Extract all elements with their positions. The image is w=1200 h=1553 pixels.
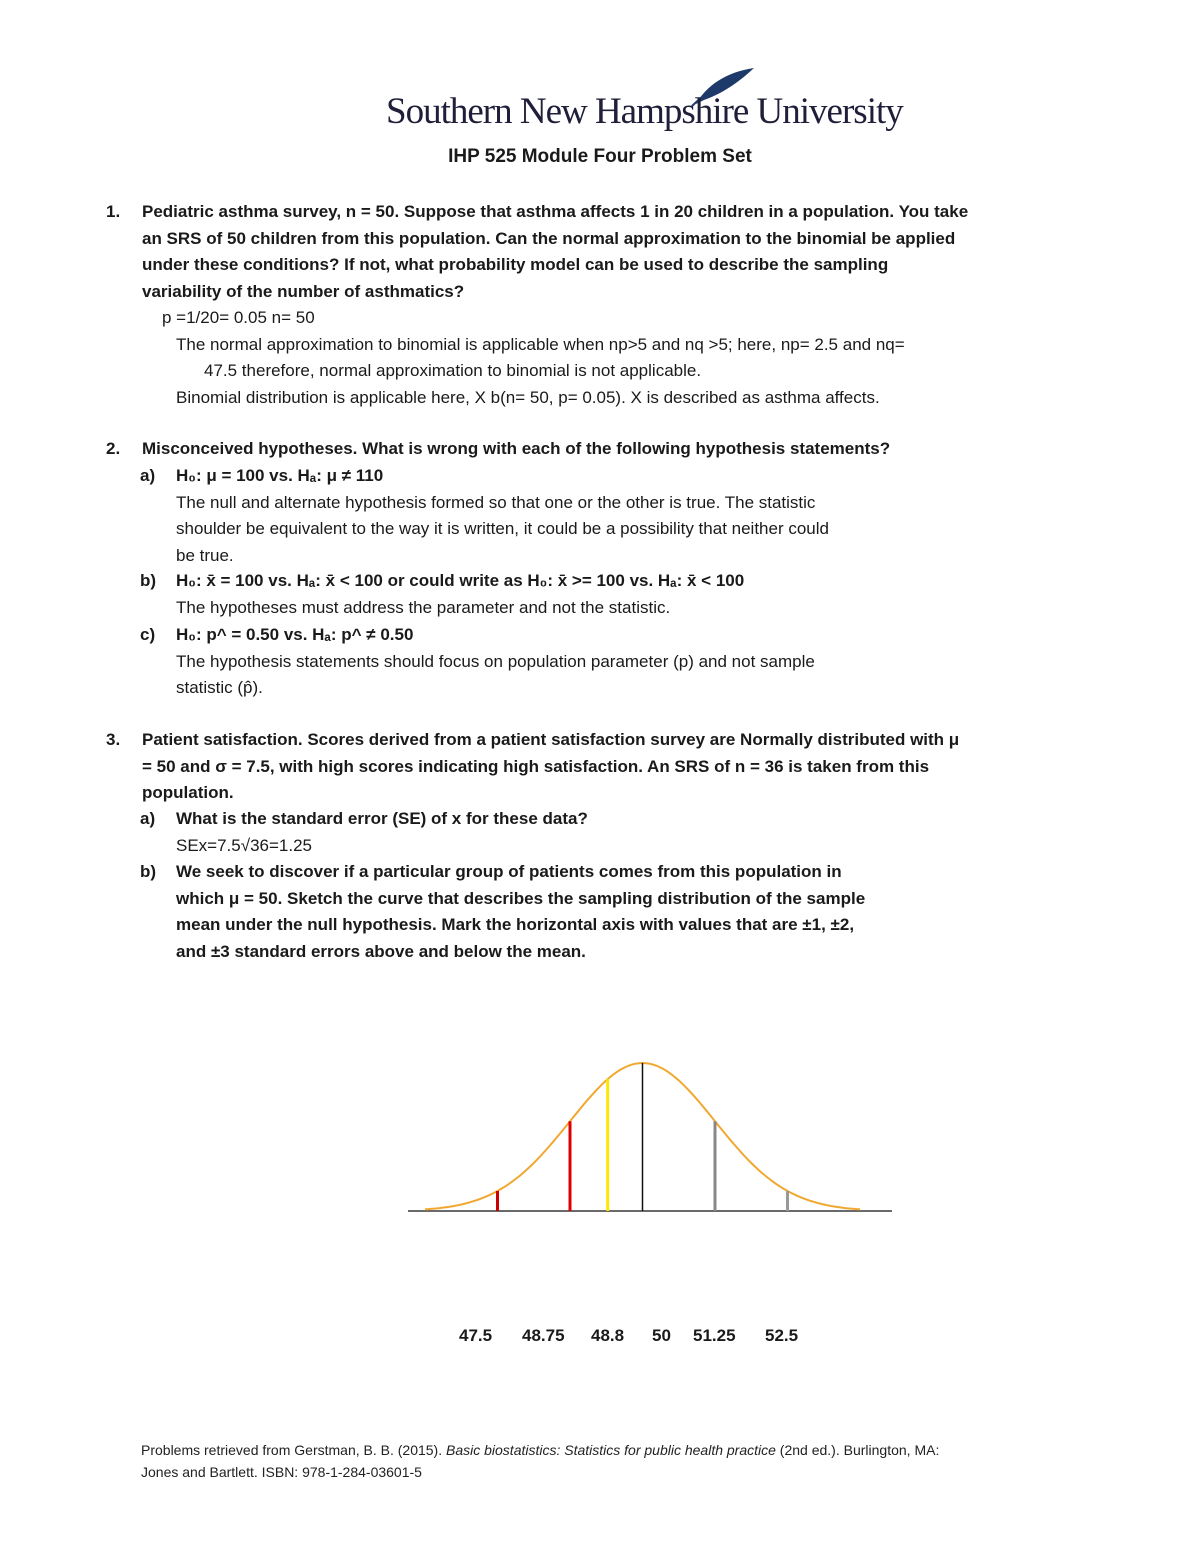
- question-number: 3.: [106, 730, 121, 749]
- question-text-line: an SRS of 50 children from this population. Can the normal approximation to the binomial be applied: [142, 228, 956, 248]
- marker-lines: [498, 1063, 788, 1211]
- citation-footer: [141, 1439, 1061, 1483]
- sub-letter: c): [140, 625, 156, 644]
- answer-line: The hypothesis statements should focus on population parameter (p) and not sample: [176, 651, 815, 671]
- question-text-line: population.: [142, 783, 234, 802]
- sub-question: We seek to discover if a particular group of patients comes from this population in: [176, 862, 842, 881]
- question-text-line: Patient satisfaction. Scores derived from a patient satisfaction survey are Normally distributed with μ: [142, 730, 960, 749]
- answer-line: The normal approximation to binomial is applicable when np>5 and nq >5; here, np= 2.5 and nq=: [176, 334, 905, 354]
- tick-label: 47.5: [459, 1326, 493, 1345]
- question-text-line: variability of the number of asthmatics?: [142, 281, 465, 301]
- answer-line: statistic (p̂).: [176, 678, 263, 697]
- answer-line: The hypotheses must address the parameter and not the statistic.: [176, 597, 671, 617]
- sub-question: H₀: μ = 100 vs. Hₐ: μ ≠ 110: [176, 466, 384, 485]
- question-text-line: = 50 and σ = 7.5, with high scores indicating high satisfaction. An SRS of n = 36 is taken from this: [142, 756, 930, 776]
- answer-line: p =1/20= 0.05 n= 50: [162, 308, 315, 327]
- answer-line: SEx=7.5√36=1.25: [176, 835, 312, 855]
- sub-question: What is the standard error (SE) of x for these data?: [176, 809, 588, 828]
- university-name: Southern New Hampshire University: [386, 91, 903, 132]
- sub-question: which μ = 50. Sketch the curve that describes the sampling distribution of the sample: [176, 888, 866, 908]
- answer-line: shoulder be equivalent to the way it is written, it could be a possibility that neither could: [176, 519, 829, 538]
- university-logo: [386, 66, 903, 136]
- question-text-line: Misconceived hypotheses. What is wrong with each of the following hypothesis statements?: [142, 439, 891, 458]
- citation-post: (2nd ed.). Burlington, MA:: [775, 1442, 940, 1458]
- question-number: 2.: [106, 439, 121, 458]
- normal-curve-chart: [380, 1030, 920, 1250]
- sub-question: H₀: p^ = 0.50 vs. Hₐ: p^ ≠ 0.50: [176, 625, 414, 644]
- sub-question: mean under the null hypothesis. Mark the horizontal axis with values that are ±1, ±2,: [176, 915, 855, 934]
- answer-line: Binomial distribution is applicable here, X b(n= 50, p= 0.05). X is described as asthma affects.: [176, 387, 880, 407]
- citation-pre: Problems retrieved from Gerstman, B. B. (2015).: [141, 1442, 446, 1458]
- answer-line: be true.: [176, 545, 234, 565]
- tick-label: 50: [652, 1326, 671, 1345]
- tick-label: 48.75: [522, 1326, 565, 1345]
- sub-question: and ±3 standard errors above and below the mean.: [176, 941, 586, 961]
- citation-book-title: Basic biostatistics: Statistics for public health practice: [446, 1442, 776, 1458]
- sub-letter: a): [140, 809, 156, 828]
- citation-line-2: Jones and Bartlett. ISBN: 978-1-284-03601-5: [141, 1464, 422, 1480]
- sub-question: H₀: x̄ = 100 vs. Hₐ: x̄ < 100 or could write as H₀: x̄ >= 100 vs. Hₐ: x̄ < 100: [176, 571, 745, 590]
- question-text-line: Pediatric asthma survey, n = 50. Suppose that asthma affects 1 in 20 children in a population. You take: [142, 202, 969, 221]
- tick-label: 51.25: [693, 1326, 736, 1345]
- sub-letter: a): [140, 466, 156, 485]
- sub-letter: b): [140, 862, 157, 881]
- answer-line: The null and alternate hypothesis formed so that one or the other is true. The statistic: [176, 492, 816, 512]
- question-text-line: under these conditions? If not, what probability model can be used to describe the sampling: [142, 255, 889, 274]
- page-title: IHP 525 Module Four Problem Set: [448, 146, 752, 167]
- sub-letter: b): [140, 571, 157, 590]
- tick-label: 52.5: [765, 1326, 799, 1345]
- tick-label: 48.8: [591, 1326, 625, 1345]
- citation-line-1: [141, 1439, 1061, 1461]
- question-number: 1.: [106, 202, 121, 221]
- answer-line: 47.5 therefore, normal approximation to binomial is not applicable.: [204, 361, 702, 380]
